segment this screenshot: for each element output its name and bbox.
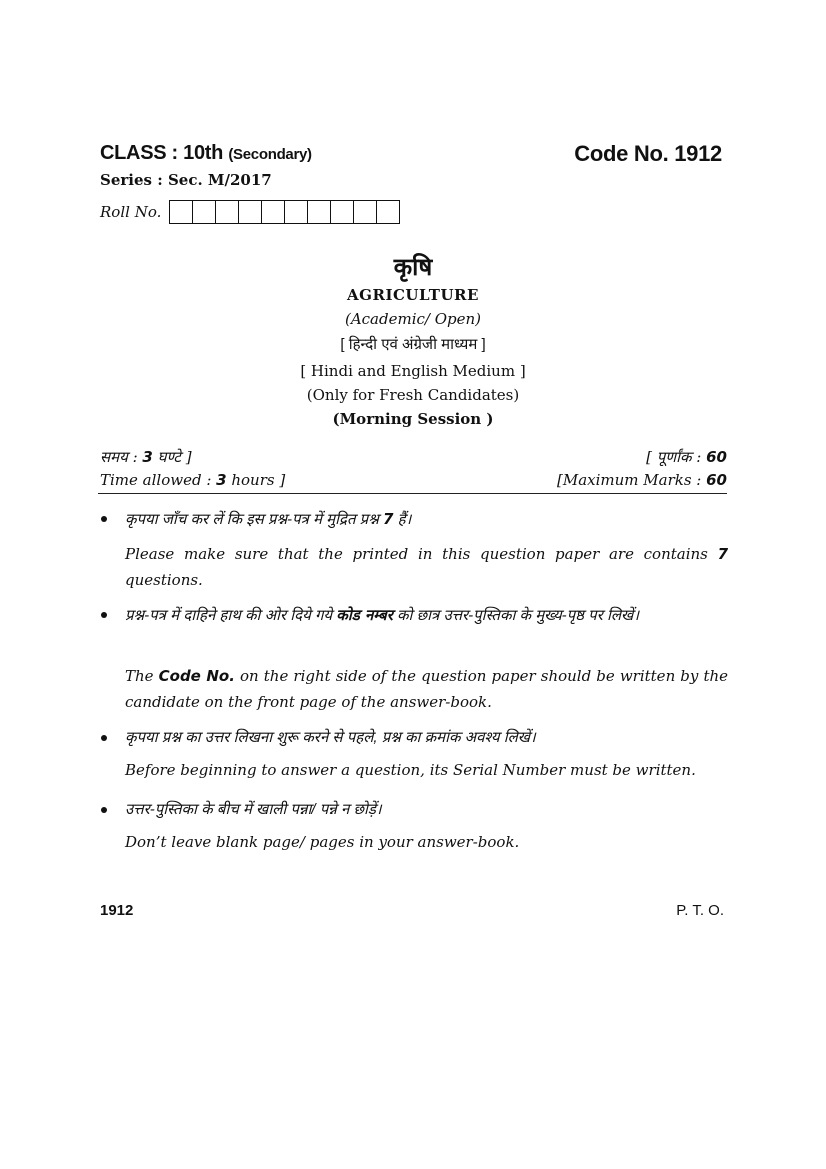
time-marks-english <box>100 471 727 489</box>
class-sub-text: (Secondary) <box>228 146 312 163</box>
roll-box[interactable] <box>262 201 285 223</box>
instruction-2-english: The Code No. on the right side of the question paper should be written by the candidate on the front page of the answer-book. <box>125 667 729 711</box>
roll-box[interactable] <box>170 201 193 223</box>
roll-box[interactable] <box>239 201 262 223</box>
class-label <box>100 142 312 165</box>
footer-code: 1912 <box>100 902 134 919</box>
code-number: Code No. 1912 <box>574 141 722 166</box>
subject-title-hindi: कृषि <box>393 254 433 281</box>
divider <box>98 493 727 494</box>
medium-label-english: [ Hindi and English Medium ] <box>300 362 526 380</box>
time-allowed-english: Time allowed : 3 hours ] <box>100 471 286 489</box>
subject-title-english: AGRICULTURE <box>347 286 479 304</box>
fresh-candidates-label: (Only for Fresh Candidates) <box>306 386 520 404</box>
roll-number-field <box>100 200 400 224</box>
bullet-icon <box>101 735 107 741</box>
roll-number-boxes[interactable] <box>169 200 400 224</box>
please-turn-over: P. T. O. <box>676 902 724 919</box>
session-label: (Morning Session ) <box>332 410 494 428</box>
roll-box[interactable] <box>216 201 239 223</box>
roll-box[interactable] <box>308 201 331 223</box>
class-text: CLASS : 10th <box>100 142 224 164</box>
academic-open-label: (Academic/ Open) <box>344 310 482 328</box>
instruction-3-english: Before beginning to answer a question, its Serial Number must be written. <box>125 761 696 779</box>
instruction-4-hindi: उत्तर-पुस्तिका के बीच में खाली पन्ना/ पन्ने न छोड़ें। <box>125 801 382 818</box>
roll-number-label: Roll No. <box>100 203 162 221</box>
max-marks-english: [Maximum Marks : 60 <box>556 471 727 489</box>
time-allowed-hindi: समय : 3 घण्टे ] <box>100 448 192 466</box>
series-label: Series : Sec. M/2017 <box>100 171 272 189</box>
instruction-2-hindi: प्रश्न-पत्र में दाहिने हाथ की ओर दिये गये कोड नम्बर को छात्र उत्तर-पुस्तिका के मुख्य-पृष्ठ पर लिखें। <box>125 606 640 624</box>
bullet-icon <box>101 516 107 522</box>
bullet-icon <box>101 612 107 618</box>
roll-box[interactable] <box>377 201 399 223</box>
max-marks-hindi: [ पूर्णांक : 60 <box>646 448 727 466</box>
instruction-4-english: Don’t leave blank page/ pages in your answer-book. <box>125 833 520 851</box>
roll-box[interactable] <box>354 201 377 223</box>
instruction-1-hindi: कृपया जाँच कर लें कि इस प्रश्न-पत्र में मुद्रित प्रश्न 7 हैं। <box>125 510 412 528</box>
instruction-3-hindi: कृपया प्रश्न का उत्तर लिखना शुरू करने से पहले, प्रश्न का क्रमांक अवश्य लिखें। <box>125 729 536 746</box>
roll-box[interactable] <box>285 201 308 223</box>
roll-box[interactable] <box>331 201 354 223</box>
time-marks-hindi <box>100 447 727 467</box>
instruction-1-english: Please make sure that the printed in this question paper are contains 7 questions. <box>125 545 728 589</box>
bullet-icon <box>101 807 107 813</box>
roll-box[interactable] <box>193 201 216 223</box>
medium-label-hindi: [ हिन्दी एवं अंग्रेजी माध्यम ] <box>340 336 486 353</box>
